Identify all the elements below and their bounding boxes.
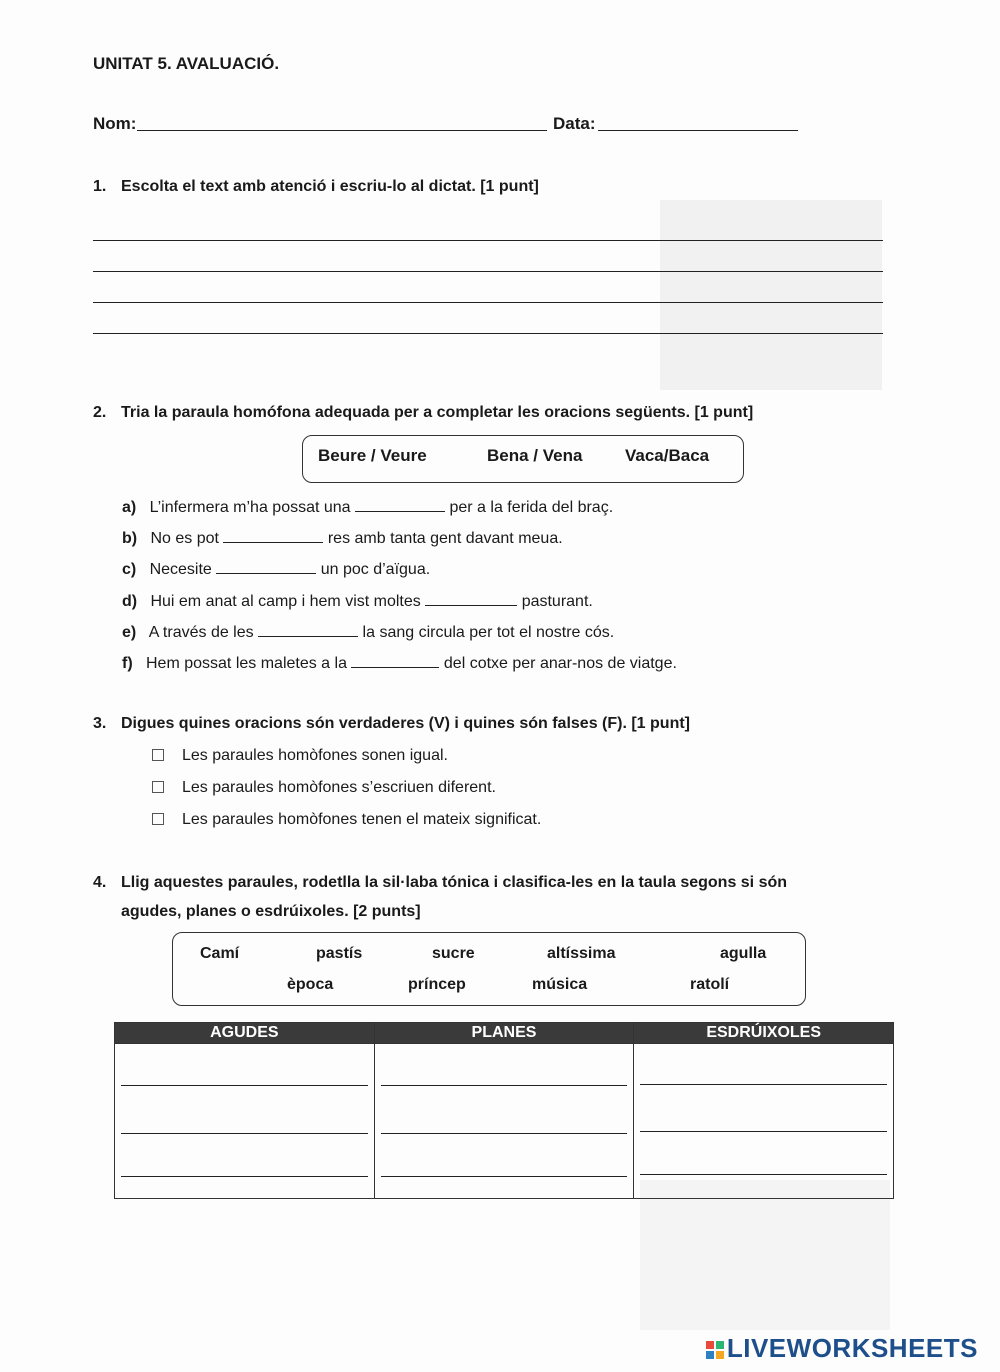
word-cami[interactable]: Camí — [200, 945, 240, 962]
statement-text: Les paraules homòfones tenen el mateix significat. — [182, 811, 542, 828]
item-letter: f) — [122, 655, 133, 672]
q3-number: 3. — [93, 715, 107, 732]
item-before: L’infermera m’ha possat una — [149, 499, 351, 516]
item-before: Necesite — [149, 561, 212, 578]
word-epoca[interactable]: època — [287, 976, 334, 993]
date-label: Data: — [553, 114, 596, 133]
q3-statement-3 — [152, 811, 541, 829]
item-before: No es pot — [150, 530, 219, 547]
answer-blank-a[interactable] — [355, 497, 445, 512]
q1-number: 1. — [93, 178, 107, 195]
item-after: la sang circula per tot el nostre cós. — [362, 624, 615, 641]
q2-item-b — [122, 528, 563, 548]
item-letter: c) — [122, 561, 137, 578]
logo-mark-icon — [705, 1340, 727, 1360]
dictation-line-4[interactable] — [93, 333, 883, 334]
answer-line[interactable] — [640, 1131, 887, 1132]
column-agudes — [115, 1044, 375, 1199]
answer-blank-c[interactable] — [216, 559, 316, 574]
liveworksheets-logo — [705, 1333, 978, 1364]
option-bena-vena: Bena / Vena — [487, 446, 583, 465]
option-beure-veure: Beure / Veure — [318, 446, 427, 465]
word-agulla[interactable]: agulla — [720, 945, 767, 962]
q2-item-d — [122, 591, 593, 611]
item-letter: d) — [122, 593, 138, 610]
q2-item-a — [122, 497, 613, 517]
show-through-shade — [660, 200, 882, 390]
q2-item-e — [122, 622, 614, 642]
answer-line[interactable] — [640, 1174, 887, 1175]
q4-text-line-1: Llig aquestes paraules, rodetlla la sil·laba tónica i clasifica-les en la taula segons si són — [121, 874, 788, 891]
column-planes — [374, 1044, 634, 1199]
q3-statement-1 — [152, 747, 448, 765]
answer-line[interactable] — [121, 1133, 368, 1134]
dictation-line-3[interactable] — [93, 302, 883, 303]
answer-blank-d[interactable] — [425, 591, 517, 606]
name-label: Nom: — [93, 114, 137, 133]
word-sucre[interactable]: sucre — [432, 945, 475, 962]
header-esdruixoles: ESDRÚIXOLES — [634, 1023, 894, 1044]
answer-line[interactable] — [381, 1085, 628, 1086]
q1-text: Escolta el text amb atenció i escriu-lo al dictat. [1 punt] — [121, 178, 539, 195]
header-agudes: AGUDES — [115, 1023, 375, 1044]
q2-item-c — [122, 559, 430, 579]
brand-name: LIVEWORKSHEETS — [726, 1333, 978, 1363]
statement-text: Les paraules homòfones sonen igual. — [182, 747, 448, 764]
homophone-options-box — [302, 435, 744, 483]
answer-line[interactable] — [640, 1084, 887, 1085]
item-letter: e) — [122, 624, 137, 641]
true-false-checkbox-3[interactable] — [152, 813, 164, 825]
item-after: res amb tanta gent davant meua. — [327, 530, 563, 547]
answer-blank-f[interactable] — [351, 653, 439, 668]
item-letter: a) — [122, 499, 137, 516]
item-after: del cotxe per anar-nos de viatge. — [443, 655, 677, 672]
date-field-line[interactable] — [598, 130, 798, 131]
answer-blank-e[interactable] — [258, 622, 358, 637]
answer-blank-b[interactable] — [223, 528, 323, 543]
word-ratoli[interactable]: ratolí — [690, 976, 730, 993]
true-false-checkbox-2[interactable] — [152, 781, 164, 793]
name-field-line[interactable] — [137, 130, 547, 131]
q3-text: Digues quines oracions són verdaderes (V) i quines són falses (F). [1 punt] — [121, 715, 690, 732]
item-letter: b) — [122, 530, 138, 547]
q4-text-line-2: agudes, planes o esdrúixoles. [2 punts] — [121, 903, 421, 920]
word-pastis[interactable]: pastís — [316, 945, 363, 962]
answer-line[interactable] — [121, 1176, 368, 1177]
word-princep[interactable]: príncep — [408, 976, 466, 993]
word-list-box — [172, 932, 806, 1006]
answer-line[interactable] — [381, 1176, 628, 1177]
dictation-line-2[interactable] — [93, 271, 883, 272]
statement-text: Les paraules homòfones s’escriuen diferent. — [182, 779, 496, 796]
q2-item-f — [122, 653, 677, 673]
item-after: un poc d’aïgua. — [320, 561, 431, 578]
item-before: A través de les — [148, 624, 254, 641]
page-title: UNITAT 5. AVALUACIÓ. — [93, 54, 280, 73]
true-false-checkbox-1[interactable] — [152, 749, 164, 761]
q3-statement-2 — [152, 779, 496, 797]
item-before: Hui em anat al camp i hem vist moltes — [150, 593, 421, 610]
dictation-line-1[interactable] — [93, 240, 883, 241]
word-altissima[interactable]: altíssima — [547, 945, 616, 962]
item-after: pasturant. — [521, 593, 593, 610]
q2-text: Tria la paraula homófona adequada per a completar les oracions següents. [1 punt] — [121, 404, 754, 421]
q4-number: 4. — [93, 874, 107, 891]
item-after: per a la ferida del braç. — [449, 499, 614, 516]
option-vaca-baca: Vaca/Baca — [625, 446, 710, 465]
header-planes: PLANES — [374, 1023, 634, 1044]
classification-table — [114, 1022, 894, 1199]
show-through-shade-2 — [640, 1180, 890, 1330]
item-before: Hem possat les maletes a la — [146, 655, 347, 672]
answer-line[interactable] — [121, 1085, 368, 1086]
column-esdruixoles — [634, 1044, 894, 1199]
word-musica[interactable]: música — [532, 976, 588, 993]
q2-number: 2. — [93, 404, 107, 421]
answer-line[interactable] — [381, 1133, 628, 1134]
